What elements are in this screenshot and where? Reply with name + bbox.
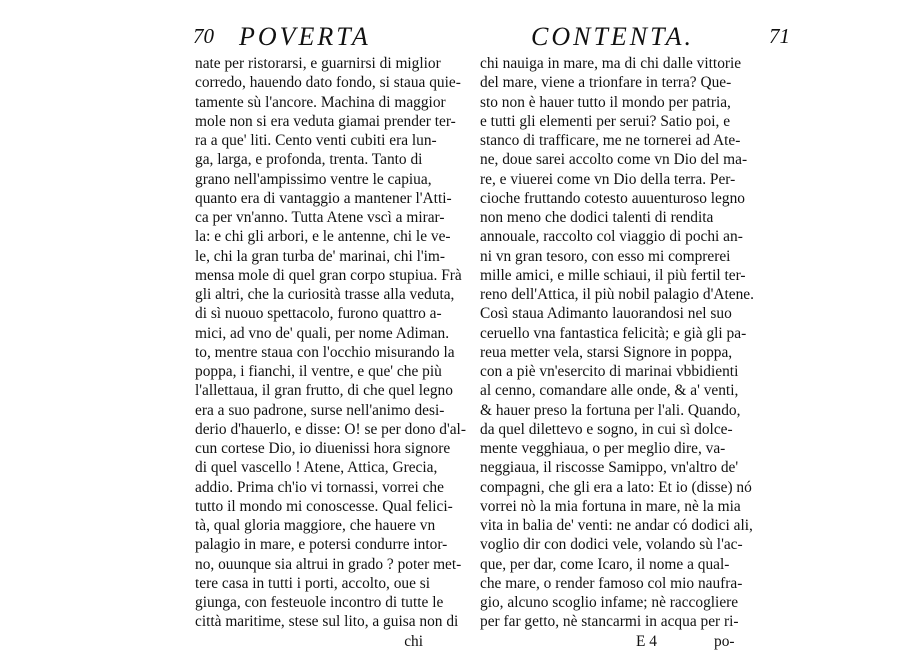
right-text-line: que, per dar, come Icaro, il nome a qual- (480, 555, 730, 573)
left-text-line: era a suo padrone, surse nell'animo desi- (195, 401, 445, 419)
left-text-block (167, 54, 467, 632)
left-text-line: grano nell'ampissimo ventre le capiua, (195, 170, 432, 188)
right-text-line: compagni, che gli era a lato: Et io (disse) nó (480, 478, 752, 496)
right-text-line: reua metter vela, starsi Signore in poppa, (480, 343, 733, 361)
right-text-line: re, e viuerei come vn Dio della terra. Per- (480, 170, 736, 188)
right-page-footer (476, 632, 776, 651)
right-text-line: vorrei nò la mia fortuna in mare, nè la mia (480, 497, 741, 515)
left-text-line: città maritime, stese sul lito, a guisa non di (195, 613, 459, 631)
left-page (167, 20, 467, 651)
left-running-head (167, 20, 467, 54)
right-text-line: cioche fruttando cotesto auuenturoso legno (480, 189, 745, 207)
left-text-line: giunga, con festeuole incontro di tutte le (195, 594, 444, 611)
left-text-line: mici, ad vno de' quali, per nome Adiman. (195, 324, 450, 342)
right-text-line: vita in balia de' venti: ne andar có dodici ali, (480, 517, 753, 534)
left-tail-line: chi (404, 632, 423, 650)
right-text-line: non meno che dodici talenti di rendita (480, 209, 714, 226)
left-text-line: ca per vn'anno. Tutta Atene vscì a mirar- (195, 209, 445, 226)
right-running-title: CONTENTA. (531, 22, 695, 51)
left-text-line: di sì nuouo spettacolo, furono quattro a- (195, 305, 442, 323)
left-text-line: corredo, hauendo dato fondo, si staua quie- (195, 74, 461, 92)
left-text-line: palagio in mare, e potersi condurre intor- (195, 536, 448, 554)
left-text-line: no, ouunque sia altrui in grado ? poter met- (195, 555, 462, 573)
right-text-line: del mare, viene a trionfare in terra? Que- (480, 74, 732, 92)
right-text-line: chi nauiga in mare, ma di chi dalle vittorie (480, 55, 742, 72)
right-text-line: da quel dilettevo e sogno, in cui sì dolce- (480, 420, 733, 438)
left-text-line: nate per ristorarsi, e guarnirsi di miglior (195, 55, 441, 72)
right-text-line: Così staua Adimanto lauorandosi nel suo (480, 305, 732, 323)
left-text-line: mensa mole di quel gran corpo stupiua. Frà (195, 266, 462, 284)
right-text-line: mille amici, e mille schiaui, il più fertil ter- (480, 266, 746, 284)
left-running-title: POVERTA (239, 22, 371, 51)
signature-mark: E 4 (636, 632, 657, 650)
right-text-line: annouale, raccolto col viaggio di pochi an- (480, 228, 743, 246)
right-text-line: con a piè vn'esercito di marinai vbbidienti (480, 363, 739, 380)
right-running-head (476, 20, 790, 54)
left-text-line: poppa, i fianchi, il ventre, e que' che più (195, 363, 442, 380)
right-text-line: reno dell'Attica, il più nobil palagio d'Atene. (480, 286, 754, 303)
catchword: po- (714, 632, 735, 650)
left-text-line: gli altri, che la curiosità trasse alla veduta, (195, 286, 455, 303)
left-text-line: tutto il mondo mi conoscesse. Qual felici- (195, 497, 453, 515)
left-text-line: to, mentre staua con l'occhio misurando la (195, 343, 455, 361)
left-text-line: ra a que' liti. Cento venti cubiti era lun- (195, 132, 437, 149)
right-text-line: ne, doue sarei accolto come vn Dio del ma- (480, 151, 748, 169)
left-text-line: tamente sù l'ancore. Machina di maggior (195, 93, 446, 111)
right-text-line: sto non è hauer tutto il mondo per patria, (480, 93, 731, 111)
right-text-line: gio, alcuno scoglio infame; nè raccogliere (480, 594, 739, 611)
right-page (476, 20, 790, 651)
right-text-line: neggiaua, il riscosse Samippo, vn'altro de' (480, 459, 739, 477)
left-text-line: di quel vascello ! Atene, Attica, Grecia, (195, 459, 438, 477)
left-text-line: l'allettaua, il gran frutto, di che quel legno (195, 382, 453, 400)
left-text-line: derio d'hauerlo, e disse: O! se per dono d'al- (195, 420, 466, 438)
right-text-line: che mare, o render famoso col mio naufra- (480, 574, 743, 592)
left-text-line: la: e chi gli arbori, e le antenne, chi le ve- (195, 228, 451, 246)
left-text-line: le, chi la gran turba de' marinai, chi l'im- (195, 247, 445, 265)
left-text-line: cun cortese Dio, io diuenissi hora signore (195, 440, 451, 457)
left-text-line: quanto era di vantaggio a mantener l'Atti- (195, 189, 452, 207)
right-page-number: 71 (769, 24, 790, 48)
left-text-line: tere casa in tutti i porti, accolto, oue si (195, 574, 431, 592)
right-text-line: per far getto, nè stancarmi in acqua per ri- (480, 613, 739, 631)
right-text-line: al cenno, comandare alle onde, & a' venti, (480, 382, 739, 400)
left-page-number: 70 (193, 24, 214, 48)
right-text-line: ni vn gran tesoro, con esso mi comprerei (480, 247, 731, 265)
left-text-line: tà, qual gloria maggiore, che hauere vn (195, 517, 436, 534)
left-text-line: mole non si era veduta giamai prender ter- (195, 112, 456, 130)
right-text-line: stanco di trafficare, me ne tornerei ad Ate- (480, 132, 741, 149)
right-text-line: mente vegghiaua, o per meglio dire, va- (480, 440, 726, 457)
left-text-line: ga, larga, e profonda, trenta. Tanto di (195, 151, 423, 169)
right-text-line: e tutti gli elementi per serui? Satio poi, e (480, 112, 731, 130)
right-text-line: ceruello vna fantastica felicità; e già gli pa- (480, 324, 747, 342)
right-text-block (476, 54, 776, 632)
right-text-line: voglio dir con dodici vele, volando sù l'ac- (480, 536, 743, 554)
left-text-line: addio. Prima ch'io vi tornassi, vorrei che (195, 478, 444, 496)
right-text-line: & hauer preso la fortuna per l'ali. Quando, (480, 401, 741, 419)
